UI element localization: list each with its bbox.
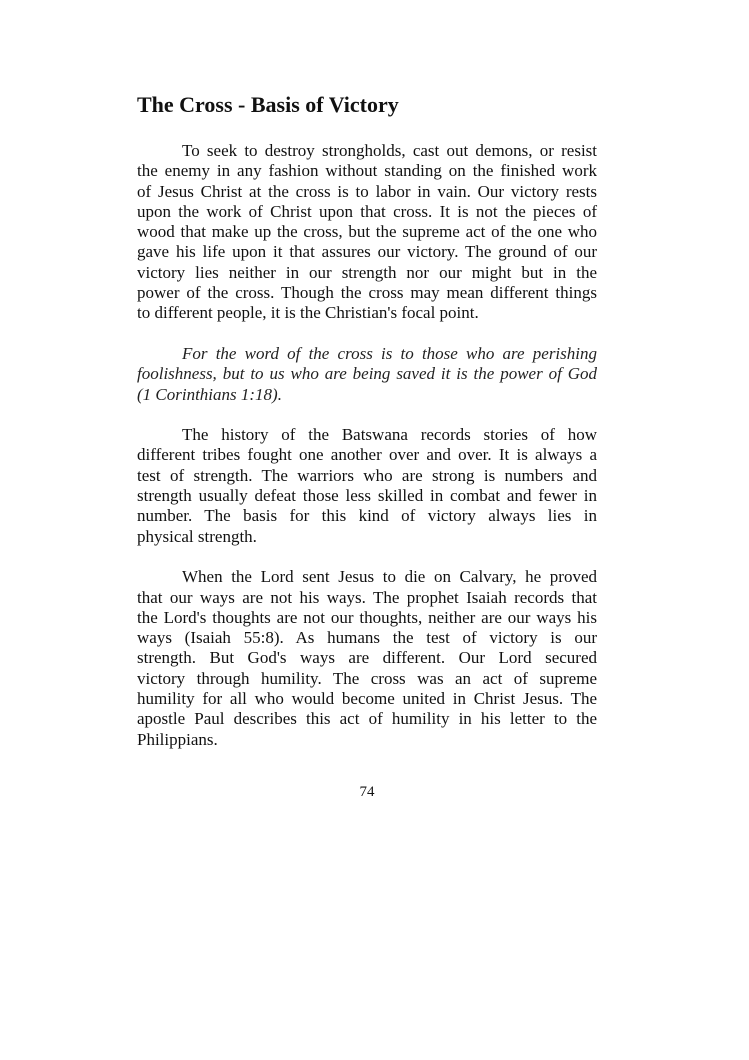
text-line: The history of the Batswana records stories of how <box>182 425 597 445</box>
text-line: upon the work of Christ upon that cross. It is not the pieces of <box>137 201 597 221</box>
text-line: victory lies neither in our strength nor our might but in the <box>137 262 597 282</box>
text-line: ways (Isaiah 55:8). As humans the test of victory is our <box>137 628 597 648</box>
text-line: wood that make up the cross, but the supreme act of the one who <box>137 222 597 242</box>
text-line: of Jesus Christ at the cross is to labor in vain. Our victory rests <box>137 181 597 201</box>
page-number: 74 <box>359 784 375 800</box>
text-line: strength usually defeat those less skilled in combat and fewer in <box>137 486 597 506</box>
paragraph <box>137 567 597 750</box>
paragraph <box>137 141 597 324</box>
text-line: the Lord's thoughts are not our thoughts, neither are our ways his <box>137 607 597 627</box>
text-line: For the word of the cross is to those who are perishing <box>182 343 597 363</box>
chapter-title: The Cross - Basis of Victory <box>137 92 399 117</box>
text-line: the enemy in any fashion without standing on the finished work <box>137 161 597 181</box>
text-line: that our ways are not his ways. The prophet Isaiah records that <box>137 587 597 607</box>
text-line: humility for all who would become united in Christ Jesus. The <box>137 689 597 709</box>
text-line: strength. But God's ways are different. Our Lord secured <box>137 648 597 668</box>
text-line: physical strength. <box>137 526 257 546</box>
text-line: victory through humility. The cross was an act of supreme <box>137 668 597 688</box>
text-line: number. The basis for this kind of victory always lies in <box>137 506 597 526</box>
body-text <box>137 141 597 770</box>
text-line: gave his life upon it that assures our victory. The ground of our <box>137 242 597 262</box>
scripture-quote <box>137 344 597 405</box>
text-line: To seek to destroy strongholds, cast out demons, or resist <box>182 141 597 160</box>
text-line: power of the cross. Though the cross may mean different things <box>137 283 597 303</box>
paragraph <box>137 425 597 547</box>
text-line: different tribes fought one another over and over. It is always a <box>137 445 597 465</box>
text-line: test of strength. The warriors who are strong is numbers and <box>137 465 597 485</box>
text-line: apostle Paul describes this act of humility in his letter to the <box>137 709 597 729</box>
text-line: When the Lord sent Jesus to die on Calvary, he proved <box>182 567 597 587</box>
text-line: (1 Corinthians 1:18). <box>137 384 282 404</box>
text-line: to different people, it is the Christian's focal point. <box>137 303 479 323</box>
text-line: foolishness, but to us who are being saved it is the power of God <box>137 364 597 384</box>
text-line: Philippians. <box>137 729 218 749</box>
